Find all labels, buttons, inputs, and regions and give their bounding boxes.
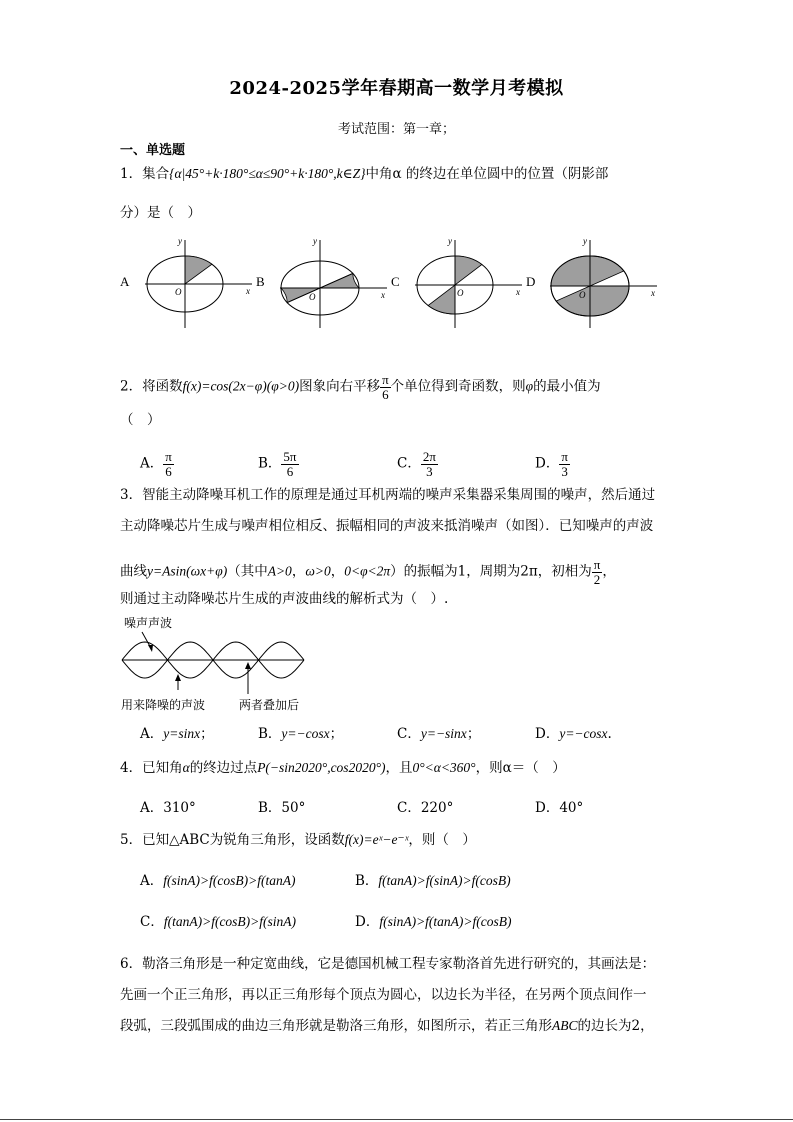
q3-noise-function: y=Asin(ωx+φ) [147, 563, 228, 579]
q1-option-d-label: D [526, 274, 536, 289]
q5-function: f(x)=eˣ−e⁻ˣ [344, 832, 409, 847]
q1-option-a[interactable] [120, 236, 252, 328]
q3-label-cancel: 用来降噪的声波 [121, 698, 206, 712]
page-title: 2024-2025学年春期高一数学月考模拟 [229, 78, 564, 99]
svg-text:x: x [651, 288, 655, 298]
q2-stem: 2．将函数f(x)=cos(2x−φ)(φ>0)图象向右平移 $\frac{\pi}{6}$ 个单位得到奇函数，则φ的最小值为 [120, 372, 601, 402]
q6-stem-line3: 段弧，三段弧围成的曲边三角形就是勒洛三角形，如图所示，若正三角形ABC的边长为2， [120, 1018, 654, 1034]
q3-phase-fraction: $\frac{\pi}{2}$ [593, 557, 601, 587]
svg-text:O: O [175, 287, 182, 297]
q2-option-d[interactable]: D． $\frac{\pi}{3}$ [535, 449, 568, 479]
svg-text:y: y [583, 236, 587, 246]
q5-option-a[interactable]: A．f(sinA)>f(cosB)>f(tanA) [140, 873, 296, 889]
q5-stem: 5．已知△ABC为锐角三角形，设函数f(x)=eˣ−e⁻ˣ，则（ ） [120, 832, 476, 848]
q4-stem: 4．已知角α的终边过点P(−sin2020°,cos2020°)，且0°<α<360°，则α＝（ ） [120, 760, 566, 776]
q1-number: 1． [120, 166, 143, 182]
svg-text:O: O [579, 290, 586, 300]
q4-option-b[interactable]: B．50° [258, 800, 306, 816]
q2-number: 2． [120, 378, 143, 395]
q1-option-a-label: A [120, 274, 130, 289]
q2-function: f(x)=cos(2x−φ)(φ>0) [182, 378, 300, 394]
q5-option-b[interactable]: B．f(tanA)>f(sinA)>f(cosB) [355, 873, 511, 889]
q1-option-b[interactable] [256, 236, 387, 328]
q1-options-figures [110, 228, 680, 328]
q1-stem: 1．集合{α|45°+k·180°≤α≤90°+k·180°,k∈Z}中角α 的终边在单位圆中的位置（阴影部 [120, 166, 609, 182]
q3-option-c[interactable]: C．y=−sinx； [397, 726, 481, 742]
q2-option-b[interactable]: B． $\frac{5\pi}{6}$ [258, 449, 297, 479]
q5-option-d[interactable]: D．f(sinA)>f(tanA)>f(cosB) [355, 914, 512, 930]
q1-option-b-label: B [256, 274, 265, 289]
q1-stem-line2: 分）是（ ） [120, 205, 201, 221]
page-bottom-divider [0, 1119, 793, 1120]
q3-stem-line4: 则通过主动降噪芯片生成的声波曲线的解析式为（ ）. [120, 591, 449, 607]
q5-option-c[interactable]: C．f(tanA)>f(cosB)>f(sinA) [140, 914, 297, 930]
q3-label-sum: 两者叠加后 [239, 698, 300, 712]
q1-option-c[interactable] [391, 236, 522, 328]
q4-point: P(−sin2020°,cos2020°) [257, 760, 386, 775]
q4-option-d[interactable]: D．40° [535, 800, 584, 816]
q3-wave-figure [118, 612, 318, 717]
q4-number: 4． [120, 760, 143, 776]
q3-stem-line1: 3．智能主动降噪耳机工作的原理是通过耳机两端的噪声采集器采集周围的噪声，然后通过 [120, 487, 656, 503]
svg-text:x: x [246, 286, 250, 296]
q2-option-c[interactable]: C． $\frac{2\pi}{3}$ [397, 449, 436, 479]
q1-set-expression: {α|45°+k·180°≤α≤90°+k·180°,k∈Z} [169, 166, 366, 181]
q3-stem-line3: 曲线y=Asin(ωx+φ)（其中A>0，ω>0，0<φ<2π）的振幅为1，周期为2π，初相为 $\frac{\pi}{2}$ ， [120, 557, 616, 587]
svg-text:y: y [178, 236, 182, 246]
q2-shift-fraction: $\frac{\pi}{6}$ [382, 372, 389, 402]
q1-a-shade [185, 256, 212, 284]
q1-option-c-label: C [391, 274, 400, 289]
q6-stem-line1: 6．勒洛三角形是一种定宽曲线，它是德国机械工程专家勒洛首先进行研究的，其画法是： [120, 956, 656, 972]
svg-text:O: O [309, 292, 316, 302]
svg-text:x: x [381, 290, 385, 300]
q5-number: 5． [120, 832, 143, 848]
q2-stem-line2: （ ） [120, 412, 161, 428]
q4-option-a[interactable]: A．310° [140, 800, 196, 816]
q6-stem-line2: 先画一个正三角形，再以正三角形每个顶点为圆心，以边长为半径，在另两个顶点间作一 [120, 987, 647, 1003]
q3-option-a[interactable]: A．y=sinx； [140, 726, 214, 742]
q1-option-d[interactable] [526, 236, 657, 328]
q4-option-c[interactable]: C．220° [397, 800, 454, 816]
svg-text:x: x [516, 287, 520, 297]
q3-option-b[interactable]: B．y=−cosx； [258, 726, 344, 742]
exam-scope: 考试范围：第一章； [337, 122, 455, 137]
q3-stem-line2: 主动降噪芯片生成与噪声相位相反、振幅相同的声波来抵消噪声（如图）．已知噪声的声波 [120, 518, 654, 534]
q2-option-a[interactable]: A． $\frac{\pi}{6}$ [140, 449, 172, 479]
svg-text:y: y [313, 236, 317, 246]
q3-label-noise: 噪声声波 [124, 616, 173, 630]
q3-number: 3． [120, 487, 143, 503]
q3-option-d[interactable]: D．y=−cosx. [535, 726, 612, 742]
q6-number: 6． [120, 956, 143, 972]
section-heading: 一、单选题 [120, 143, 186, 158]
svg-text:O: O [457, 288, 464, 298]
svg-text:y: y [448, 236, 452, 246]
